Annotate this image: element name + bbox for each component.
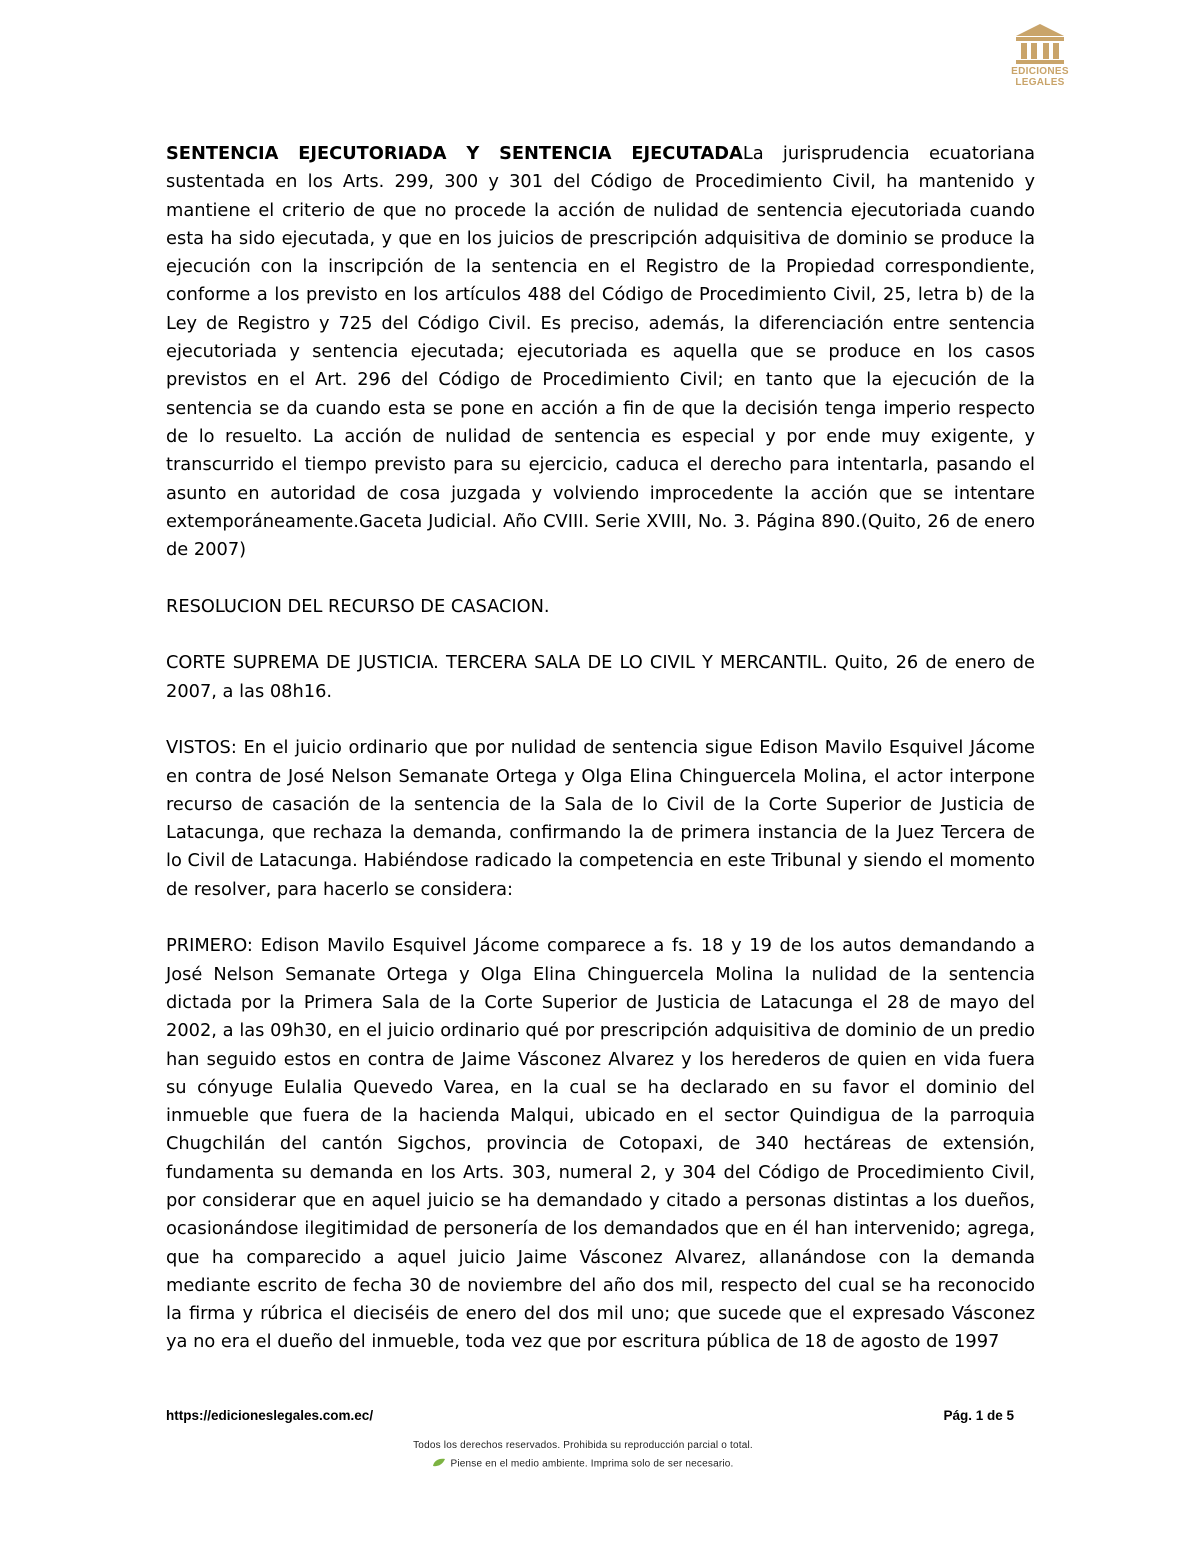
document-body: [166, 140, 1035, 1357]
logo-text-line2: LEGALES: [1015, 77, 1065, 88]
paragraph-summary: [166, 140, 1035, 564]
page-number: Pág. 1 de 5: [943, 1408, 1014, 1423]
brand-logo: [1000, 22, 1080, 88]
paragraph-resolution-title: RESOLUCION DEL RECURSO DE CASACION.: [166, 595, 550, 617]
footer-rights-notice: Todos los derechos reservados. Prohibida su reproducción parcial o total.: [413, 1440, 753, 1451]
paragraph-court-header: CORTE SUPREMA DE JUSTICIA. TERCERA SALA DE LO CIVIL Y MERCANTIL. Quito, 26 de enero de 2007, a las 08h16.: [166, 652, 1035, 702]
logo-text-line1: EDICIONES: [1011, 66, 1069, 77]
columns-building-icon: [1000, 22, 1080, 66]
environment-text: Piense en el medio ambiente. Imprima solo de ser necesario.: [450, 1458, 734, 1470]
footer-url-link[interactable]: https://edicioneslegales.com.ec/: [166, 1408, 374, 1423]
leaf-icon: [432, 1458, 446, 1470]
paragraph-primero: PRIMERO: Edison Mavilo Esquivel Jácome comparece a fs. 18 y 19 de los autos demandando a José Nelson Semanate Ortega y Olga Elina Chinguercela Molina la nulidad de la sentencia dictada por la Primera Sala de la Corte Superior de Justicia de Latacunga el 28 de mayo del 2002, a las 09h30, en el juicio ordinario qué por prescripción adquisitiva de dominio de un predio han seguido estos en contra de Jaime Vásconez Alvarez y los herederos de quien en vida fuera su cónyuge Eulalia Quevedo Varea, en la cual se ha declarado en su favor el dominio del inmueble que fuera de la hacienda Malqui, ubicado en el sector Quindigua de la parroquia Chugchilán del cantón Sigchos, provincia de Cotopaxi, de 340 hectáreas de extensión, fundamenta su demanda en los Arts. 303, numeral 2, y 304 del Código de Procedimiento Civil, por considerar que en aquel juicio se ha demandado y citado a personas distintas a los dueños, ocasionándose ilegitimidad de personería de los demandados que en él han intervenido; agrega, que ha comparecido a aquel juicio Jaime Vásconez Alvarez, allanándose con la demanda mediante escrito de fecha 30 de noviembre del año dos mil, respecto del cual se ha reconocido la firma y rúbrica el dieciséis de enero del dos mil uno; que sucede que el expresado Vásconez ya no era el dueño del inmueble, toda vez que por escritura pública de 18 de agosto de 1997: [166, 935, 1035, 1353]
summary-heading: SENTENCIA EJECUTORIADA Y SENTENCIA EJECUTADA: [166, 143, 743, 164]
summary-text: La jurisprudencia ecuatoriana sustentada en los Arts. 299, 300 y 301 del Código de Procedimiento Civil, ha mantenido y mantiene el criterio de que no procede la acción de nulidad de sentencia ejecutoriada cuando esta ha sido ejecutada, y que en los juicios de prescripción adquisitiva de dominio se produce la ejecución con la inscripción de la sentencia en el Registro de la Propiedad correspondiente, conforme a los previsto en los artículos 488 del Código de Procedimiento Civil, 25, letra b) de la Ley de Registro y 725 del Código Civil. Es preciso, además, la diferenciación entre sentencia ejecutoriada y sentencia ejecutada; ejecutoriada es aquella que se produce en los casos previstos en el Art. 296 del Código de Procedimiento Civil; en tanto que la ejecución de la sentencia se da cuando esta se pone en acción a fin de que la decisión tenga imperio respecto de lo resuelto. La acción de nulidad de sentencia es especial y por ende muy exigente, y transcurrido el tiempo previsto para su ejercicio, caduca el derecho para intentarla, pasando el asunto en autoridad de cosa juzgada y volviendo improcedente la acción que se intentare extemporáneamente.Gaceta Judicial. Año CVIII. Serie XVIII, No. 3. Página 890.(Quito, 26 de enero de 2007): [166, 143, 1035, 561]
footer-environment-notice: [0, 1458, 1166, 1470]
paragraph-vistos: VISTOS: En el juicio ordinario que por nulidad de sentencia sigue Edison Mavilo Esquivel Jácome en contra de José Nelson Semanate Ortega y Olga Elina Chinguercela Molina, el actor interpone recurso de casación de la sentencia de la Sala de lo Civil de la Corte Superior de Justicia de Latacunga, que rechaza la demanda, confirmando la de primera instancia de la Juez Tercera de lo Civil de Latacunga. Habiéndose radicado la competencia en este Tribunal y siendo el momento de resolver, para hacerlo se considera:: [166, 737, 1035, 900]
